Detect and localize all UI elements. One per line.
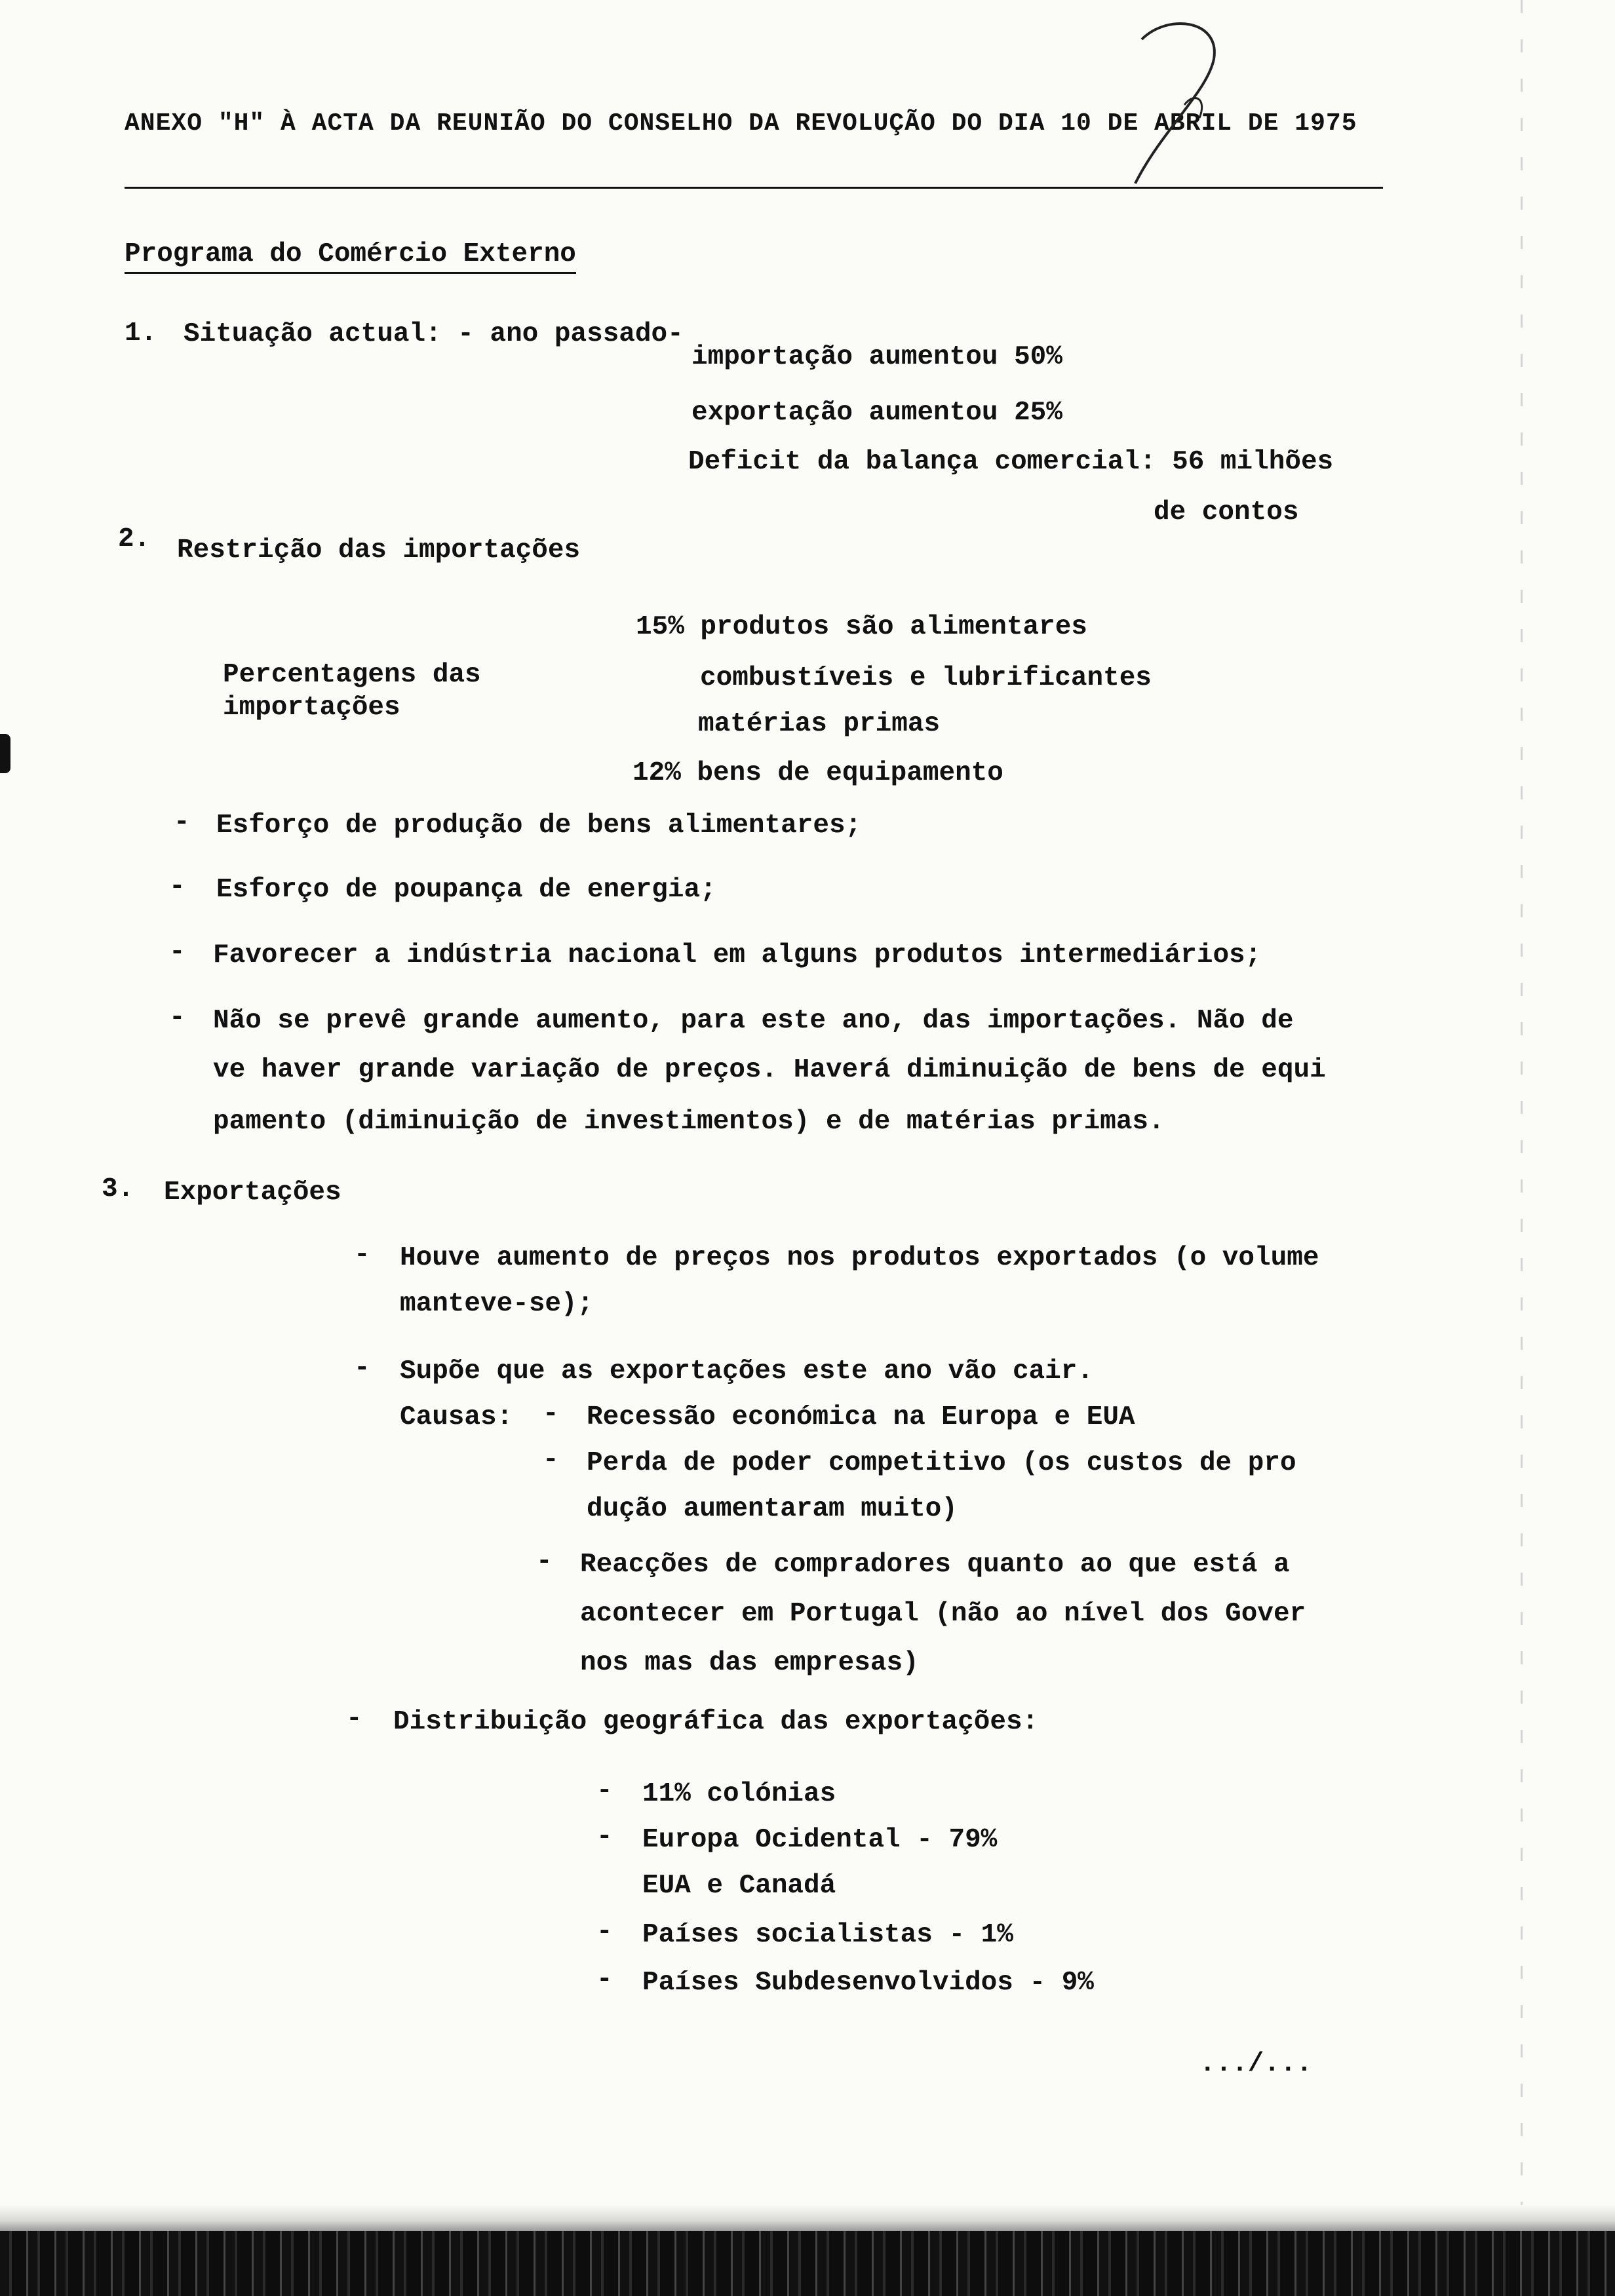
s3-causa-3-line2: acontecer em Portugal (não ao nível dos Gover	[580, 1599, 1306, 1629]
s1-deficit: Deficit da balança comercial: 56 milhões	[688, 447, 1334, 477]
s1-export: exportação aumentou 25%	[691, 398, 1062, 428]
handwritten-page-number	[1122, 13, 1240, 190]
s2-bullet-2: Esforço de poupança de energia;	[216, 875, 716, 905]
s3-title: Exportações	[164, 1177, 341, 1208]
s3-causa-2-dash: -	[543, 1445, 559, 1475]
s2-item-fuel: combustíveis e lubrificantes	[700, 663, 1152, 693]
s3-causa-2-line2: dução aumentaram muito)	[587, 1494, 958, 1524]
s2-pct-label-2: importações	[223, 693, 400, 723]
s2-bullet-4-line2: ve haver grande variação de preços. Haverá diminuição de bens de equi	[213, 1055, 1326, 1085]
s3-causa-3-dash: -	[536, 1546, 553, 1577]
s1-label: Situação actual: - ano passado-	[184, 319, 684, 349]
s3-dist-2-dash: -	[596, 1822, 613, 1852]
s2-item-raw: matérias primas	[698, 709, 941, 739]
s3-causa-3-line1: Reacções de compradores quanto ao que está a	[580, 1550, 1290, 1580]
s2-bullet-3-dash: -	[169, 937, 185, 967]
s3-bullet-1-dash: -	[354, 1240, 370, 1270]
s3-dist-3-dash: -	[596, 1917, 613, 1947]
s3-causa-2-line1: Perda de poder competitivo (os custos de pro	[587, 1448, 1296, 1478]
s3-dist-socialistas: Países socialistas - 1%	[642, 1920, 1013, 1950]
s2-item-food: 15% produtos são alimentares	[636, 612, 1087, 642]
s2-bullet-4-line3: pamento (diminuição de investimentos) e de matérias primas.	[213, 1107, 1165, 1137]
s1-number: 1.	[125, 318, 157, 349]
scan-bottom-band	[0, 2231, 1615, 2296]
s3-causas-label: Causas:	[400, 1402, 513, 1432]
section-title: Programa do Comércio Externo	[125, 241, 576, 274]
s2-bullet-2-dash: -	[169, 871, 185, 902]
s2-bullet-3: Favorecer a indústria nacional em alguns produtos intermediários;	[213, 940, 1262, 970]
s3-dist-subdesenvolvidos: Países Subdesenvolvidos - 9%	[642, 1968, 1094, 1998]
s3-dist-europa: Europa Ocidental - 79%	[642, 1825, 998, 1855]
s3-causa-3-line3: nos mas das empresas)	[580, 1648, 919, 1678]
s3-bullet-3-dash: -	[346, 1704, 362, 1734]
s3-dist-eua: EUA e Canadá	[642, 1871, 836, 1901]
scan-bottom-shadow	[0, 2205, 1615, 2231]
document-header: ANEXO "H" À ACTA DA REUNIÃO DO CONSELHO DA REVOLUÇÃO DO DIA 10 DE ABRIL DE 1975	[125, 109, 1357, 138]
s1-deficit-unit: de contos	[1154, 497, 1299, 527]
s2-number: 2.	[118, 524, 151, 554]
s3-causa-1-dash: -	[543, 1399, 559, 1429]
s3-bullet-1-line2: manteve-se);	[400, 1289, 594, 1319]
s3-causa-1: Recessão económica na Europa e EUA	[587, 1402, 1135, 1432]
s3-bullet-1-line1: Houve aumento de preços nos produtos exportados (o volume	[400, 1243, 1319, 1273]
scan-punch-mark	[0, 734, 10, 773]
s2-bullet-1: Esforço de produção de bens alimentares;	[216, 811, 862, 841]
continuation-marker: .../...	[1199, 2049, 1313, 2079]
s3-dist-colonias: 11% colónias	[642, 1779, 836, 1809]
s2-bullet-1-dash: -	[174, 807, 190, 837]
scan-right-edge	[1521, 0, 1523, 2228]
s2-item-equipment: 12% bens de equipamento	[632, 758, 1003, 788]
s3-number: 3.	[102, 1174, 134, 1204]
s2-pct-label-1: Percentagens das	[223, 660, 481, 690]
s3-dist-1-dash: -	[596, 1776, 613, 1806]
s1-import: importação aumentou 50%	[691, 342, 1062, 372]
s3-bullet-2-line1: Supõe que as exportações este ano vão cair.	[400, 1356, 1093, 1387]
s3-dist-4-dash: -	[596, 1964, 613, 1995]
s3-bullet-3: Distribuição geográfica das exportações:	[393, 1707, 1039, 1737]
s2-title: Restrição das importações	[177, 535, 581, 565]
s2-bullet-4-dash: -	[169, 1003, 185, 1033]
s2-bullet-4-line1: Não se prevê grande aumento, para este ano, das importações. Não de	[213, 1006, 1294, 1036]
s3-bullet-2-dash: -	[354, 1353, 370, 1383]
